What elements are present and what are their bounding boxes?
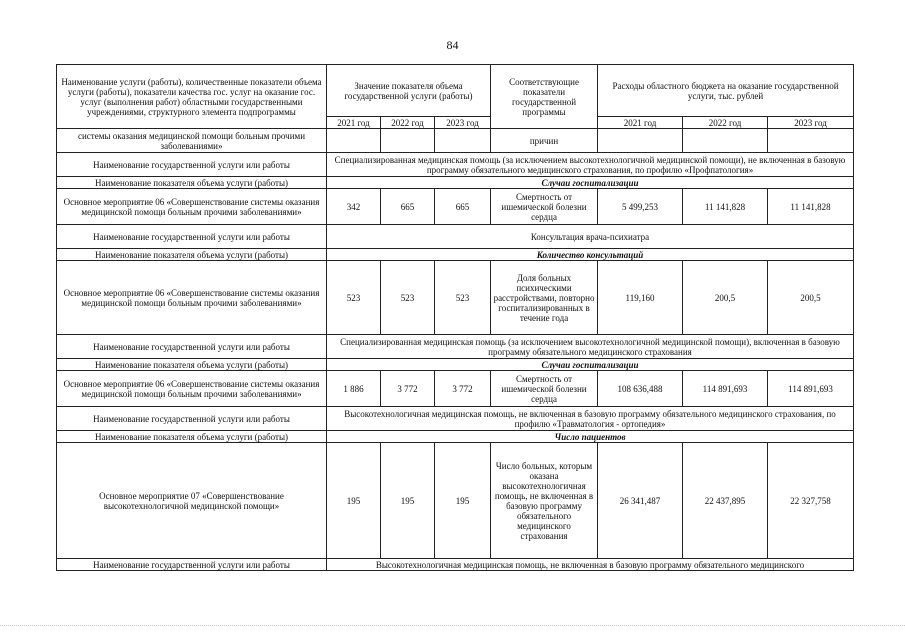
year-cell: 2022 год xyxy=(683,117,768,129)
scan-artifact-line xyxy=(0,625,905,640)
expense-2023: 200,5 xyxy=(768,261,854,335)
event-name: Основное мероприятие 06 «Совершенствование системы оказания медицинской помощи больным прочими заболеваниями» xyxy=(57,371,327,407)
volume-2022: 523 xyxy=(381,261,435,335)
program-indicator: Число больных, которым оказана высокотехнологичная помощь, не включенная в базовую программу обязательного медицинского страхования xyxy=(491,443,598,559)
event-name: Основное мероприятие 06 «Совершенствование системы оказания медицинской помощи больным прочими заболеваниями» xyxy=(57,261,327,335)
event-name: Основное мероприятие 06 «Совершенствование системы оказания медицинской помощи больным прочими заболеваниями» xyxy=(57,189,327,225)
volume-indicator: Случаи госпитализации xyxy=(327,177,854,189)
event-row xyxy=(57,371,854,407)
expense-2021: 108 636,488 xyxy=(598,371,683,407)
volume-indicator-row xyxy=(57,359,854,371)
services-table xyxy=(56,64,854,571)
expense-2021: 26 341,487 xyxy=(598,443,683,559)
service-name: Специализированная медицинская помощь (за исключением высокотехнологичной медицинской помощи), включенная в базовую программу обязательного медицинского страхования xyxy=(327,335,854,359)
expense-2022: 11 141,828 xyxy=(683,189,768,225)
volume-2023: 195 xyxy=(435,443,491,559)
event-name: Основное мероприятие 07 «Совершенствование высокотехнологичной медицинской помощи» xyxy=(57,443,327,559)
event-row xyxy=(57,261,854,335)
expense-2021: 5 499,253 xyxy=(598,189,683,225)
volume-indicator: Случаи госпитализации xyxy=(327,359,854,371)
year-cell: 2022 год xyxy=(381,117,435,129)
year-cell: 2023 год xyxy=(435,117,491,129)
service-row xyxy=(57,225,854,249)
service-row-trailing xyxy=(57,559,854,571)
service-name: Высокотехнологичная медицинская помощь, не включенная в базовую программу обязательного медицинского xyxy=(327,559,854,571)
service-label: Наименование государственной услуги или работы xyxy=(57,153,327,177)
volume-label: Наименование показателя объема услуги (работы) xyxy=(57,177,327,189)
year-cell: 2023 год xyxy=(768,117,854,129)
service-name: Специализированная медицинская помощь (за исключением высокотехнологичной медицинской помощи), не включенная в базовую программу обязательного медицинского страхования, по профилю «Профпатология» xyxy=(327,153,854,177)
service-row xyxy=(57,153,854,177)
volume-indicator-row xyxy=(57,249,854,261)
program-indicator: Смертность от ишемической болезни сердца xyxy=(491,371,598,407)
service-row xyxy=(57,407,854,431)
volume-2021: 1 886 xyxy=(327,371,381,407)
year-cell: 2021 год xyxy=(598,117,683,129)
continuation-row xyxy=(57,129,854,153)
header-col-name: Наименование услуги (работы), количественные показатели объема услуги (работы), показатели качества гос. услуг на оказание гос. услуг (выполнения работ) областными государственными учреждениями, структурного элемента подпрограммы xyxy=(57,65,327,129)
volume-indicator: Число пациентов xyxy=(327,431,854,443)
expense-2022: 114 891,693 xyxy=(683,371,768,407)
expense-2023: 114 891,693 xyxy=(768,371,854,407)
header-col-volume: Значение показателя объема государственной услуги (работы) xyxy=(327,65,491,117)
service-name: Высокотехнологичная медицинская помощь, не включенная в базовую программу обязательного медицинского страхования, по профилю «Травматология - ортопедия» xyxy=(327,407,854,431)
volume-2022: 665 xyxy=(381,189,435,225)
header-col-expenses: Расходы областного бюджета на оказание государственной услуги, тыс. рублей xyxy=(598,65,854,117)
volume-label: Наименование показателя объема услуги (работы) xyxy=(57,249,327,261)
year-cell: 2021 год xyxy=(327,117,381,129)
service-label: Наименование государственной услуги или работы xyxy=(57,225,327,249)
volume-2022: 3 772 xyxy=(381,371,435,407)
service-label: Наименование государственной услуги или работы xyxy=(57,559,327,571)
continuation-name: системы оказания медицинской помощи больным прочими заболеваниями» xyxy=(57,129,327,153)
volume-2023: 665 xyxy=(435,189,491,225)
expense-2021: 119,160 xyxy=(598,261,683,335)
volume-indicator-row xyxy=(57,431,854,443)
service-row xyxy=(57,335,854,359)
program-indicator: Смертность от ишемической болезни сердца xyxy=(491,189,598,225)
service-label: Наименование государственной услуги или работы xyxy=(57,335,327,359)
volume-2023: 523 xyxy=(435,261,491,335)
volume-2021: 195 xyxy=(327,443,381,559)
volume-indicator: Количество консультаций xyxy=(327,249,854,261)
event-row xyxy=(57,189,854,225)
volume-indicator-row xyxy=(57,177,854,189)
volume-2021: 342 xyxy=(327,189,381,225)
header-col-indicators: Соответствующие показатели государственной программы xyxy=(491,65,598,129)
table-header-row xyxy=(57,65,854,117)
program-indicator: Доля больных психическими расстройствами, повторно госпитализированных в течение года xyxy=(491,261,598,335)
expense-2022: 22 437,895 xyxy=(683,443,768,559)
event-row xyxy=(57,443,854,559)
service-label: Наименование государственной услуги или работы xyxy=(57,407,327,431)
service-name: Консультация врача-психиатра xyxy=(327,225,854,249)
volume-2022: 195 xyxy=(381,443,435,559)
expense-2023: 22 327,758 xyxy=(768,443,854,559)
expense-2022: 200,5 xyxy=(683,261,768,335)
volume-label: Наименование показателя объема услуги (работы) xyxy=(57,359,327,371)
continuation-indicator: причин xyxy=(491,129,598,153)
volume-label: Наименование показателя объема услуги (работы) xyxy=(57,431,327,443)
expense-2023: 11 141,828 xyxy=(768,189,854,225)
volume-2021: 523 xyxy=(327,261,381,335)
volume-2023: 3 772 xyxy=(435,371,491,407)
page-number: 84 xyxy=(446,38,459,52)
